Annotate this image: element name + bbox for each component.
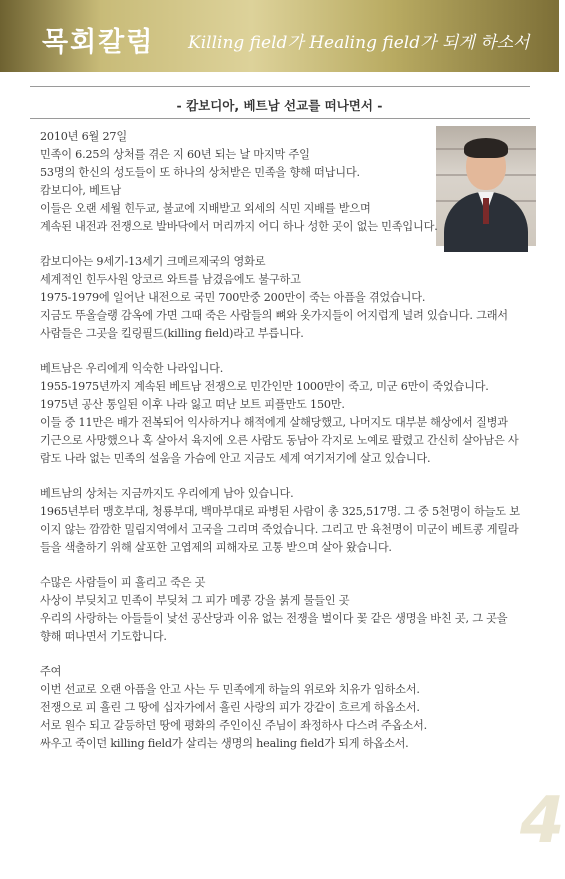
body-line: 수많은 사람들이 피 흘리고 죽은 곳	[40, 576, 206, 589]
page-number: 4	[520, 784, 565, 858]
paragraph	[40, 128, 520, 236]
article-body	[40, 128, 520, 753]
body-line: 지금도 뚜올슬랭 감옥에 가면 그때 죽은 사람들의 뼈와 옷가지들이 어지럽게 널려 있습니다. 그래서 사람들은 그곳을 킬링필드(killing field)라고 부릅니다.	[40, 309, 508, 340]
date-line: 2010년 6월 27일	[40, 130, 127, 143]
body-line: 캄보디아는 9세기-13세기 크메르제국의 영화로	[40, 255, 266, 268]
prayer-line: 전쟁으로 피 흘린 그 땅에 십자가에서 흘린 사랑의 피가 강같이 흐르게 하옵소서.	[40, 701, 420, 714]
body-line: 53명의 한신의 성도들이 또 하나의 상처받은 민족을 향해 떠납니다.	[40, 166, 360, 179]
prayer-line: 이번 선교로 오랜 아픔을 안고 사는 두 민족에게 하늘의 위로와 치유가 임하소서.	[40, 683, 420, 696]
paragraph	[40, 253, 520, 343]
paragraph	[40, 663, 520, 753]
column-subtitle: Killing field가 Healing field가 되게 하소서	[188, 33, 530, 53]
paragraph	[40, 360, 520, 468]
body-line: 이들은 오랜 세월 힌두교, 불교에 지배받고 외세의 식민 지배를 받으며	[40, 202, 371, 215]
body-line: 베트남은 우리에게 익숙한 나라입니다.	[40, 362, 224, 375]
paragraph	[40, 485, 520, 557]
body-line: 우리의 사랑하는 아들들이 낯선 공산당과 이유 없는 전쟁을 벌이다 꽃 같은 생명을 바친 곳, 그 곳을 향해 떠나면서 기도합니다.	[40, 612, 508, 643]
body-line: 1965년부터 맹호부대, 청룡부대, 백마부대로 파병된 사람이 총 325,517명. 그 중 5천명이 하늘도 보이지 않는 깜깜한 밀림지역에서 고국을 그리며 죽었습니다. 그리고 만 육천명이 미군이 베트콩 게릴라들을 색출하기 위해 살포한 고엽제의 피해자로 고통 받으며 살아 왔습니다.	[40, 505, 520, 554]
body-line: 계속된 내전과 전쟁으로 발바닥에서 머리까지 어디 하나 성한 곳이 없는 민족입니다.	[40, 220, 438, 233]
heading-divider	[30, 118, 530, 119]
body-line: 1955-1975년까지 계속된 베트남 전쟁으로 민간인만 1000만이 죽고, 미군 6만이 죽었습니다.	[40, 380, 489, 393]
column-banner	[0, 0, 559, 72]
top-divider	[30, 86, 530, 87]
body-line: 베트남의 상처는 지금까지도 우리에게 남아 있습니다.	[40, 487, 294, 500]
body-line: 민족이 6.25의 상처를 겪은 지 60년 되는 날 마지막 주일	[40, 148, 310, 161]
column-title: 목회칼럼	[42, 27, 155, 58]
prayer-line: 서로 원수 되고 갈등하던 땅에 평화의 주인이신 주님이 좌정하사 다스려 주옵소서.	[40, 719, 427, 732]
paragraph	[40, 574, 520, 646]
article-heading: - 캄보디아, 베트남 선교를 떠나면서 -	[176, 98, 383, 113]
body-line: 사상이 부딪치고 민족이 부딪쳐 그 피가 메콩 강을 붉게 물들인 곳	[40, 594, 350, 607]
body-line: 1975년 공산 통일된 이후 나라 잃고 떠난 보트 피플만도 150만.	[40, 398, 345, 411]
prayer-line: 싸우고 죽이던 killing field가 살리는 생명의 healing field가 되게 하옵소서.	[40, 737, 409, 750]
body-line: 세계적인 힌두사원 앙코르 와트를 남겼음에도 불구하고	[40, 273, 301, 286]
body-line: 1975-1979에 일어난 내전으로 국민 700만중 200만이 죽는 아픔을 겪었습니다.	[40, 291, 426, 304]
body-line: 캄보디아, 베트남	[40, 184, 121, 197]
body-line: 이들 중 11만은 배가 전복되어 익사하거나 해적에게 살해당했고, 나머지도 대부분 해상에서 질병과 기근으로 사망했으나 혹 살아서 육지에 오른 사람도 동남아 각지로 노예로 팔렸고 간신히 살아남은 사람도 나라 없는 민족의 설움을 가슴에 안고 지금도 세계 여기저기에 살고 있습니다.	[40, 416, 519, 465]
prayer-line: 주여	[40, 665, 62, 678]
